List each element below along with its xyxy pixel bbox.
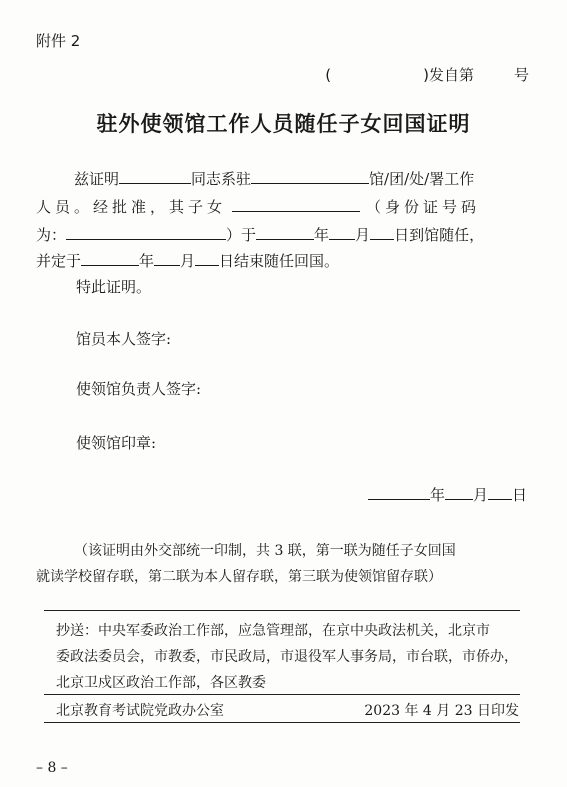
staff-signature-label: 馆员本人签字: <box>76 330 172 348</box>
divider-bottom <box>44 722 520 723</box>
body-line-3 <box>36 224 484 245</box>
head-signature-label: 使领馆负责人签字: <box>76 380 202 398</box>
blank-end-day <box>195 251 219 266</box>
text-month-2: 月 <box>180 252 196 270</box>
text-as: 为： <box>36 226 67 244</box>
blank-id-number <box>66 225 226 240</box>
blank-sign-year <box>368 485 430 500</box>
doc-number-open-paren: ( <box>325 66 332 84</box>
text-arrive: 日到馆随任， <box>394 226 485 244</box>
issuer: 北京教育考试院党政办公室 <box>56 703 224 719</box>
document-title: 驻外使领馆工作人员随任子女回国证明 <box>96 111 471 136</box>
page-number: – 8 – <box>36 760 68 776</box>
doc-number-suffix: 号 <box>513 66 529 84</box>
body-line-2 <box>36 196 480 217</box>
text-return: 日结束随任回国。 <box>219 252 340 270</box>
blank-arrive-month <box>329 225 355 240</box>
text-certify: 兹证明 <box>74 170 120 188</box>
text-id-number: （身份证号码 <box>366 198 481 216</box>
blank-child-name <box>232 197 360 212</box>
text-mission-type: 馆/团/处/署工作 <box>369 170 475 188</box>
blank-end-month <box>154 251 180 266</box>
blank-end-year <box>81 251 139 266</box>
divider-middle <box>44 694 520 695</box>
cc-line-2: 委政法委员会，市教委，市民政局，市退役军人事务局，市台联，市侨办， <box>56 649 518 665</box>
blank-sign-month <box>445 485 473 500</box>
blank-name <box>119 169 191 184</box>
text-scheduled: 并定于 <box>36 252 82 270</box>
issue-date: 2023 年 4 月 23 日印发 <box>364 703 519 719</box>
text-sign-day: 日 <box>511 486 527 504</box>
doc-number-close-paren: )发自第 <box>423 66 474 84</box>
text-approved: 人员。经批准，其子女 <box>36 198 227 216</box>
body-line-1 <box>74 168 474 189</box>
text-month: 月 <box>355 226 371 244</box>
closing-statement: 特此证明。 <box>76 278 152 296</box>
attachment-label: 附件 2 <box>36 32 81 50</box>
text-year-2: 年 <box>139 252 155 270</box>
blank-arrive-year <box>256 225 314 240</box>
divider-top <box>44 610 520 611</box>
text-stationed: 同志系驻 <box>191 170 252 188</box>
body-line-4 <box>36 250 339 271</box>
text-on: ）于 <box>226 226 257 244</box>
blank-mission <box>251 169 369 184</box>
cc-line-3: 北京卫戍区政治工作部，各区教委 <box>56 675 266 691</box>
signing-date-line <box>368 484 527 505</box>
note-line-2: 就读学校留存联，第二联为本人留存联，第三联为使领馆留存联） <box>36 569 442 585</box>
note-line-1: （该证明由外交部统一印制，共 3 联，第一联为随任子女回国 <box>74 543 456 559</box>
seal-label: 使领馆印章: <box>76 434 157 452</box>
blank-arrive-day <box>370 225 394 240</box>
text-sign-year: 年 <box>429 486 445 504</box>
text-year: 年 <box>314 226 330 244</box>
document-number <box>325 64 529 85</box>
text-sign-month: 月 <box>472 486 488 504</box>
blank-sign-day <box>488 485 512 500</box>
cc-line-1: 抄送：中央军委政治工作部，应急管理部，在京中央政法机关，北京市 <box>56 623 490 639</box>
